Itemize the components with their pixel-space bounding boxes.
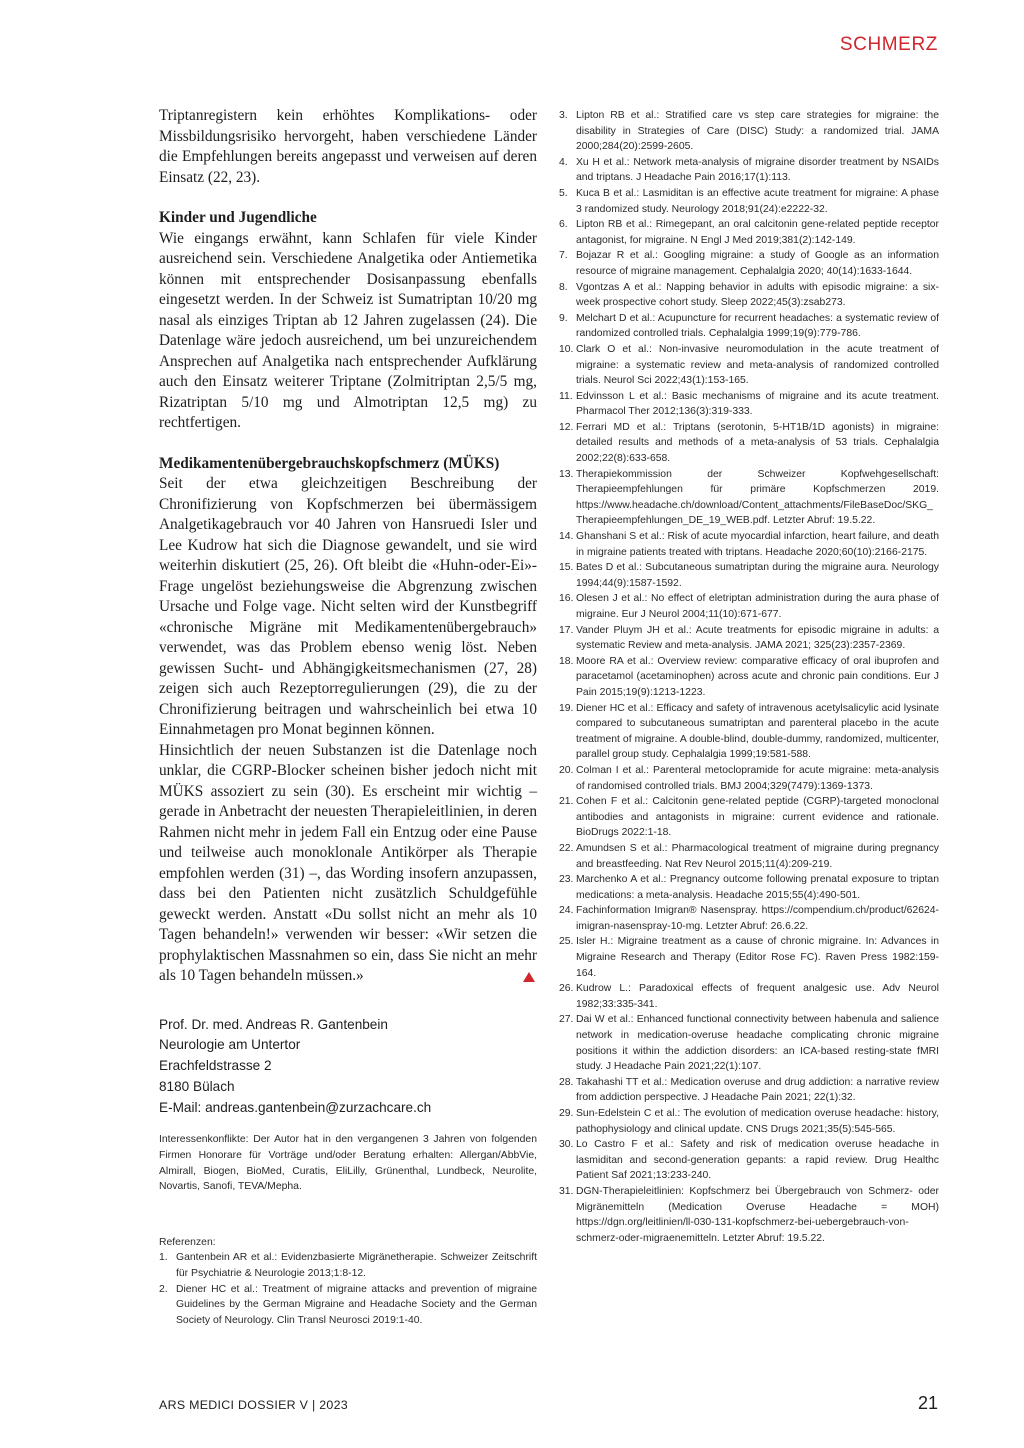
reference-text: Fachinformation Imigran® Nasenspray. https://compendium.ch/product/62624-imigran-nasenspray-10-mg. Letzter Abruf: 26.6.22. [576, 905, 939, 932]
reference-text: Diener HC et al.: Treatment of migraine attacks and prevention of migraine Guidelines by the German Migraine and Headache Society and the German Society of Neurology. Clin Transl Neurosci 2019:1-40. [176, 1283, 537, 1326]
reference-item [559, 591, 939, 622]
reference-text: DGN-Therapieleitlinien: Kopfschmerz bei Übergebrauch von Schmerz- oder Migränemitteln (Medication Overuse Headache = MOH) https://dgn.org/leitlinien/ll-030-131-kopfschmerz-bei-uebergebrauch-von-schmerz-oder-migraenemitteln. Letzter Abruf: 19.5.22. [576, 1185, 939, 1244]
reference-text: Therapiekommission der Schweizer Kopfwehgesellschaft: Therapieempfehlungen für primäre Kopfschmerzen 2019. https://www.headache.ch/download/Content_attachments/FileBaseDoc/SKG_Therapieempfehlungen_DE_19_WEB.pdf. Letzter Abruf: 19.5.22. [576, 468, 939, 527]
reference-number: 31. [559, 1185, 574, 1197]
intro-paragraph: Triptanregistern kein erhöhtes Komplikations- oder Missbildungsrisiko hervorgeht, haben verschiedene Länder die Empfehlungen bereits angepasst und verweisen auf deren Einsatz (22, 23). [159, 107, 537, 186]
reference-item [559, 1137, 939, 1184]
reference-text: Vgontzas A et al.: Napping behavior in adults with episodic migraine: a six-week prospective cohort study. Sleep 2022;45(3):zsab273. [576, 281, 939, 309]
reference-text: Diener HC et al.: Efficacy and safety of intravenous acetylsalicylic acid lysinate compared to subcutaneous sumatriptan and parenteral placebo in the acute treatment of migraine. A double-blind, double-dummy, randomized, multicenter, parallel group study. Cephalalgia 1999;19:581-588. [576, 702, 939, 761]
reference-item [559, 389, 939, 420]
reference-number: 15. [559, 562, 574, 574]
reference-text: Melchart D et al.: Acupuncture for recurrent headaches: a systematic review of randomized controlled trials. Cephalalgia 1999;19(9):779-786. [576, 312, 939, 340]
reference-number: 4. [559, 156, 568, 168]
reference-number: 20. [559, 764, 574, 776]
reference-text: Takahashi TT et al.: Medication overuse and drug addiction: a narrative review from addiction perspective. J Headache Pain 2021; 22(1):32. [576, 1076, 939, 1104]
reference-item [559, 1075, 939, 1106]
reference-number: 2. [159, 1283, 168, 1295]
reference-item [559, 186, 939, 217]
reference-item [559, 155, 939, 186]
reference-item [559, 794, 939, 841]
reference-text: Cohen F et al.: Calcitonin gene-related peptide (CGRP)-targeted monoclonal antibodies and antagonists in migraine: current evidence and rationale. BioDrugs 2022:1-18. [576, 796, 939, 839]
reference-number: 24. [559, 905, 574, 917]
reference-item [559, 420, 939, 467]
author-institution: Neurologie am Untertor [159, 1037, 301, 1053]
references-list-right [559, 108, 939, 1246]
reference-text: Vander Pluym JH et al.: Acute treatments for episodic migraine in adults: a systematic Review and meta-analysis. JAMA 2021; 325(23):2357-2369. [576, 624, 939, 652]
reference-number: 22. [559, 842, 574, 854]
reference-item [559, 701, 939, 763]
article-end-marker-icon [523, 972, 535, 982]
reference-item [559, 248, 939, 279]
references-label: Referenzen: [159, 1236, 216, 1248]
reference-number: 8. [559, 281, 568, 293]
reference-item [559, 623, 939, 654]
reference-text: Amundsen S et al.: Pharmacological treatment of migraine during pregnancy and breastfeeding. Nat Rev Neurol 2015;11(4):209-219. [576, 842, 939, 870]
reference-number: 23. [559, 874, 574, 886]
reference-item [559, 934, 939, 981]
reference-item [559, 763, 939, 794]
reference-number: 26. [559, 983, 574, 995]
reference-number: 30. [559, 1139, 574, 1151]
reference-text: Lipton RB et al.: Stratified care vs step care strategies for migraine: the disability in Strategies of Care (DISC) Study: a randomized trial. JAMA 2000;284(20):2599-2605. [576, 110, 939, 153]
reference-item [559, 981, 939, 1012]
mueks-paragraph-2-wrap [159, 741, 537, 987]
reference-item [559, 1106, 939, 1137]
reference-number: 9. [559, 312, 568, 324]
reference-text: Olesen J et al.: No effect of eletriptan administration during the aura phase of migraine. Eur J Neurol 2004;11(10):671-677. [576, 593, 939, 620]
reference-number: 11. [559, 390, 573, 402]
reference-number: 6. [559, 219, 568, 231]
reference-text: Kuca B et al.: Lasmiditan is an effective acute treatment for migraine: A phase 3 randomized study. Neurology 2018;91(24):e2222-32. [576, 187, 939, 215]
author-city: 8180 Bülach [159, 1078, 235, 1094]
reference-item [559, 654, 939, 701]
reference-item [559, 1184, 939, 1246]
reference-text: Bates D et al.: Subcutaneous sumatriptan during the migraine aura. Neurology 1994;44(9):1587-1592. [576, 562, 939, 589]
reference-text: Lo Castro F et al.: Safety and risk of medication overuse headache in lasmiditan and second-generation gepants: a rapid review. Drug Healthc Patient Saf 2021;13:233-240. [576, 1139, 939, 1182]
reference-text: Colman I et al.: Parenteral metoclopramide for acute migraine: meta-analysis of randomised controlled trials. BMJ 2004;329(7479):1369-1373. [576, 764, 939, 792]
reference-number: 18. [559, 655, 574, 667]
reference-text: Xu H et al.: Network meta-analysis of migraine disorder treatment by NSAIDs and triptans. J Headache Pain 2016;17(1):113. [576, 156, 939, 184]
reference-text: Kudrow L.: Paradoxical effects of frequent analgesic use. Adv Neurol 1982;33:335-341. [576, 983, 939, 1010]
reference-text: Edvinsson L et al.: Basic mechanisms of migraine and its acute treatment. Pharmacol Ther 2012;136(3):319-333. [576, 390, 939, 418]
reference-number: 29. [559, 1108, 574, 1119]
reference-number: 19. [559, 702, 574, 714]
reference-item [159, 1250, 537, 1281]
reference-number: 5. [559, 187, 568, 199]
reference-item [559, 1012, 939, 1074]
references-list-left [159, 1250, 537, 1328]
reference-text: Sun-Edelstein C et al.: The evolution of medication overuse headache: history, pathophysiology and clinical update. CNS Drugs 2021;35(5):545-565. [576, 1108, 939, 1135]
reference-text: Moore RA et al.: Overview review: comparative efficacy of oral ibuprofen and paracetamol (acetaminophen) across acute and chronic pain conditions. Eur J Pain 2015;19(9):1213-1223. [576, 655, 939, 698]
reference-text: Gantenbein AR et al.: Evidenzbasierte Migränetherapie. Schweizer Zeitschrift für Psychiatrie & Neurologie 2013;1:8-12. [176, 1252, 537, 1280]
author-street: Erachfeldstrasse 2 [159, 1058, 272, 1074]
section-tag: SCHMERZ [839, 34, 938, 55]
reference-item [559, 872, 939, 903]
reference-number: 17. [559, 624, 574, 636]
children-paragraph: Wie eingangs erwähnt, kann Schlafen für viele Kinder ausreichend sein. Verschiedene Analgetika oder Antiemetika können mit entsprechender Dosisanpassung ebenfalls eingesetzt werden. In der Schweiz ist Sumatriptan 10/20 mg nasal als einziges Triptan ab 12 Jahren zugelassen (24). Die Datenlage wäre jedoch ausreichend, um bei unzureichendem Ansprechen auf Analgetika nach entsprechender Aufklärung auch den Einsatz weiterer Triptane (Zolmitriptan 2,5/5 mg, Rizatriptan 5/10 mg und Almotriptan 12,5 mg) zu rechtfertigen. [159, 229, 537, 431]
reference-number: 16. [559, 593, 574, 605]
reference-item [559, 467, 939, 529]
reference-number: 13. [559, 468, 574, 480]
reference-number: 28. [559, 1076, 574, 1088]
reference-item [159, 1282, 537, 1329]
reference-number: 27. [559, 1014, 574, 1026]
mueks-paragraph-1: Seit der etwa gleichzeitigen Beschreibung der Chronifizierung von Kopfschmerzen bei übermässigem Analgetikagebrauch vor 40 Jahren von Hansruedi Isler und Lee Kudrow hat sich die Diagnose gewandelt, und sie wird weiterhin diskutiert (25, 26). Oft bleibt die «Huhn-oder-Ei»-Frage ungelöst beziehungsweise die Abgrenzung zwischen Ursache und Folge vage. Nicht selten wird der Kunstbegriff «chronische Migräne mit Medikamentenübergebrauch» verwendet, was das Problem ebenso wenig löst. Neben gewissen Sucht- und Abhängigkeitsmechanismen (27, 28) zeigen sich auch Rezeptorregulierungen (29), die zu der Chronifizierung beitragen und wahrscheinlich bei etwa 10 Einnahmetagen pro Monat beginnen können. [159, 475, 537, 738]
author-name: Prof. Dr. med. Andreas R. Gantenbein [159, 1016, 388, 1032]
publication-footer: ARS MEDICI DOSSIER V | 2023 [159, 1398, 348, 1412]
reference-item [559, 903, 939, 934]
reference-number: 12. [559, 421, 574, 433]
reference-number: 7. [559, 250, 568, 262]
reference-number: 21. [559, 796, 574, 808]
reference-text: Dai W et al.: Enhanced functional connectivity between habenula and salience network in medication-overuse headache complicating chronic migraine positions it within the addiction disorders: an ICA-based resting-state fMRI study. J Headache Pain 2021;22(1):107. [576, 1014, 939, 1073]
reference-text: Bojazar R et al.: Googling migraine: a study of Google as an information resource of migraine management. Cephalalgia 2020; 40(14):1633-1644. [576, 250, 939, 277]
reference-item [559, 841, 939, 872]
reference-item [559, 280, 939, 311]
conflicts-of-interest: Interessenkonflikte: Der Autor hat in den vergangenen 3 Jahren von folgenden Firmen Honorare für Vorträge und/oder Beratung erhalten: Allergan/AbbVie, Almirall, Biogen, BioMed, Curatis, EliLilly, Grünenthal, Lundbeck, Neurolite, Novartis, Sanofi, TEVA/Mepha. [159, 1134, 537, 1193]
mueks-paragraph-2: Hinsichtlich der neuen Substanzen ist die Datenlage noch unklar, die CGRP-Blocker scheinen bisher jedoch nicht mit MÜKS assoziert zu sein (30). Es erscheint mir wichtig – gerade in Anbetracht der neuesten Therapieleitlinien, in deren Rahmen nicht mehr in jedem Fall ein Entzug oder eine Pause und teilweise auch monoklonale Antikörper als Therapie empfohlen werden (31) –, das Wording insofern anzupassen, dass bei den Patienten nicht zusätzlich Schuldgefühle geweckt werden. Anstatt «Du sollst nicht an mehr als 10 Tagen behandeln!» verwenden wir besser: «Wir setzen die prophylaktischen Massnahmen so ein, dass Sie nicht an mehr als 10 Tagen behandeln müssen.» [159, 741, 537, 984]
reference-number: 10. [559, 343, 574, 355]
reference-item [559, 342, 939, 389]
mueks-heading: Medikamentenübergebrauchskopfschmerz (MÜKS) [159, 454, 500, 472]
reference-number: 3. [559, 110, 568, 121]
reference-text: Marchenko A et al.: Pregnancy outcome following prenatal exposure to triptan medications: a meta-analysis. Headache 2015;55(4):490-501. [576, 874, 939, 901]
reference-item [559, 560, 939, 591]
reference-text: Isler H.: Migraine treatment as a cause of chronic migraine. In: Advances in Migraine Research and Therapy (Editor Rose FC). Raven Press 1982:159-164. [576, 936, 939, 979]
reference-text: Clark O et al.: Non-invasive neuromodulation in the acute treatment of migraine: a systematic review and meta-analysis of randomized controlled trials. Neurol Sci 2022;43(1):153-165. [576, 343, 939, 387]
children-heading: Kinder und Jugendliche [159, 209, 317, 226]
author-block [159, 1015, 537, 1119]
reference-text: Ghanshani S et al.: Risk of acute myocardial infarction, heart failure, and death in migraine patients treated with triptans. Headache 2020;60(10):2166-2175. [576, 531, 939, 558]
main-text-column [159, 106, 537, 1328]
reference-number: 1. [159, 1252, 168, 1264]
author-email: E-Mail: andreas.gantenbein@zurzachcare.ch [159, 1099, 432, 1115]
reference-item [559, 311, 939, 342]
reference-item [559, 217, 939, 248]
reference-item [559, 108, 939, 155]
reference-text: Ferrari MD et al.: Triptans (serotonin, 5-HT1B/1D agonists) in migraine: detailed results and methods of a meta-analysis of 53 trials. Cephalalgia 2002;22(8):633-658. [576, 421, 939, 465]
reference-number: 25. [559, 936, 574, 948]
page-number: 21 [917, 1393, 938, 1413]
reference-item [559, 529, 939, 560]
reference-number: 14. [559, 531, 574, 543]
reference-text: Lipton RB et al.: Rimegepant, an oral calcitonin gene-related peptide receptor antagonist, for migraine. N Engl J Med 2019;381(2):142-149. [576, 219, 939, 246]
